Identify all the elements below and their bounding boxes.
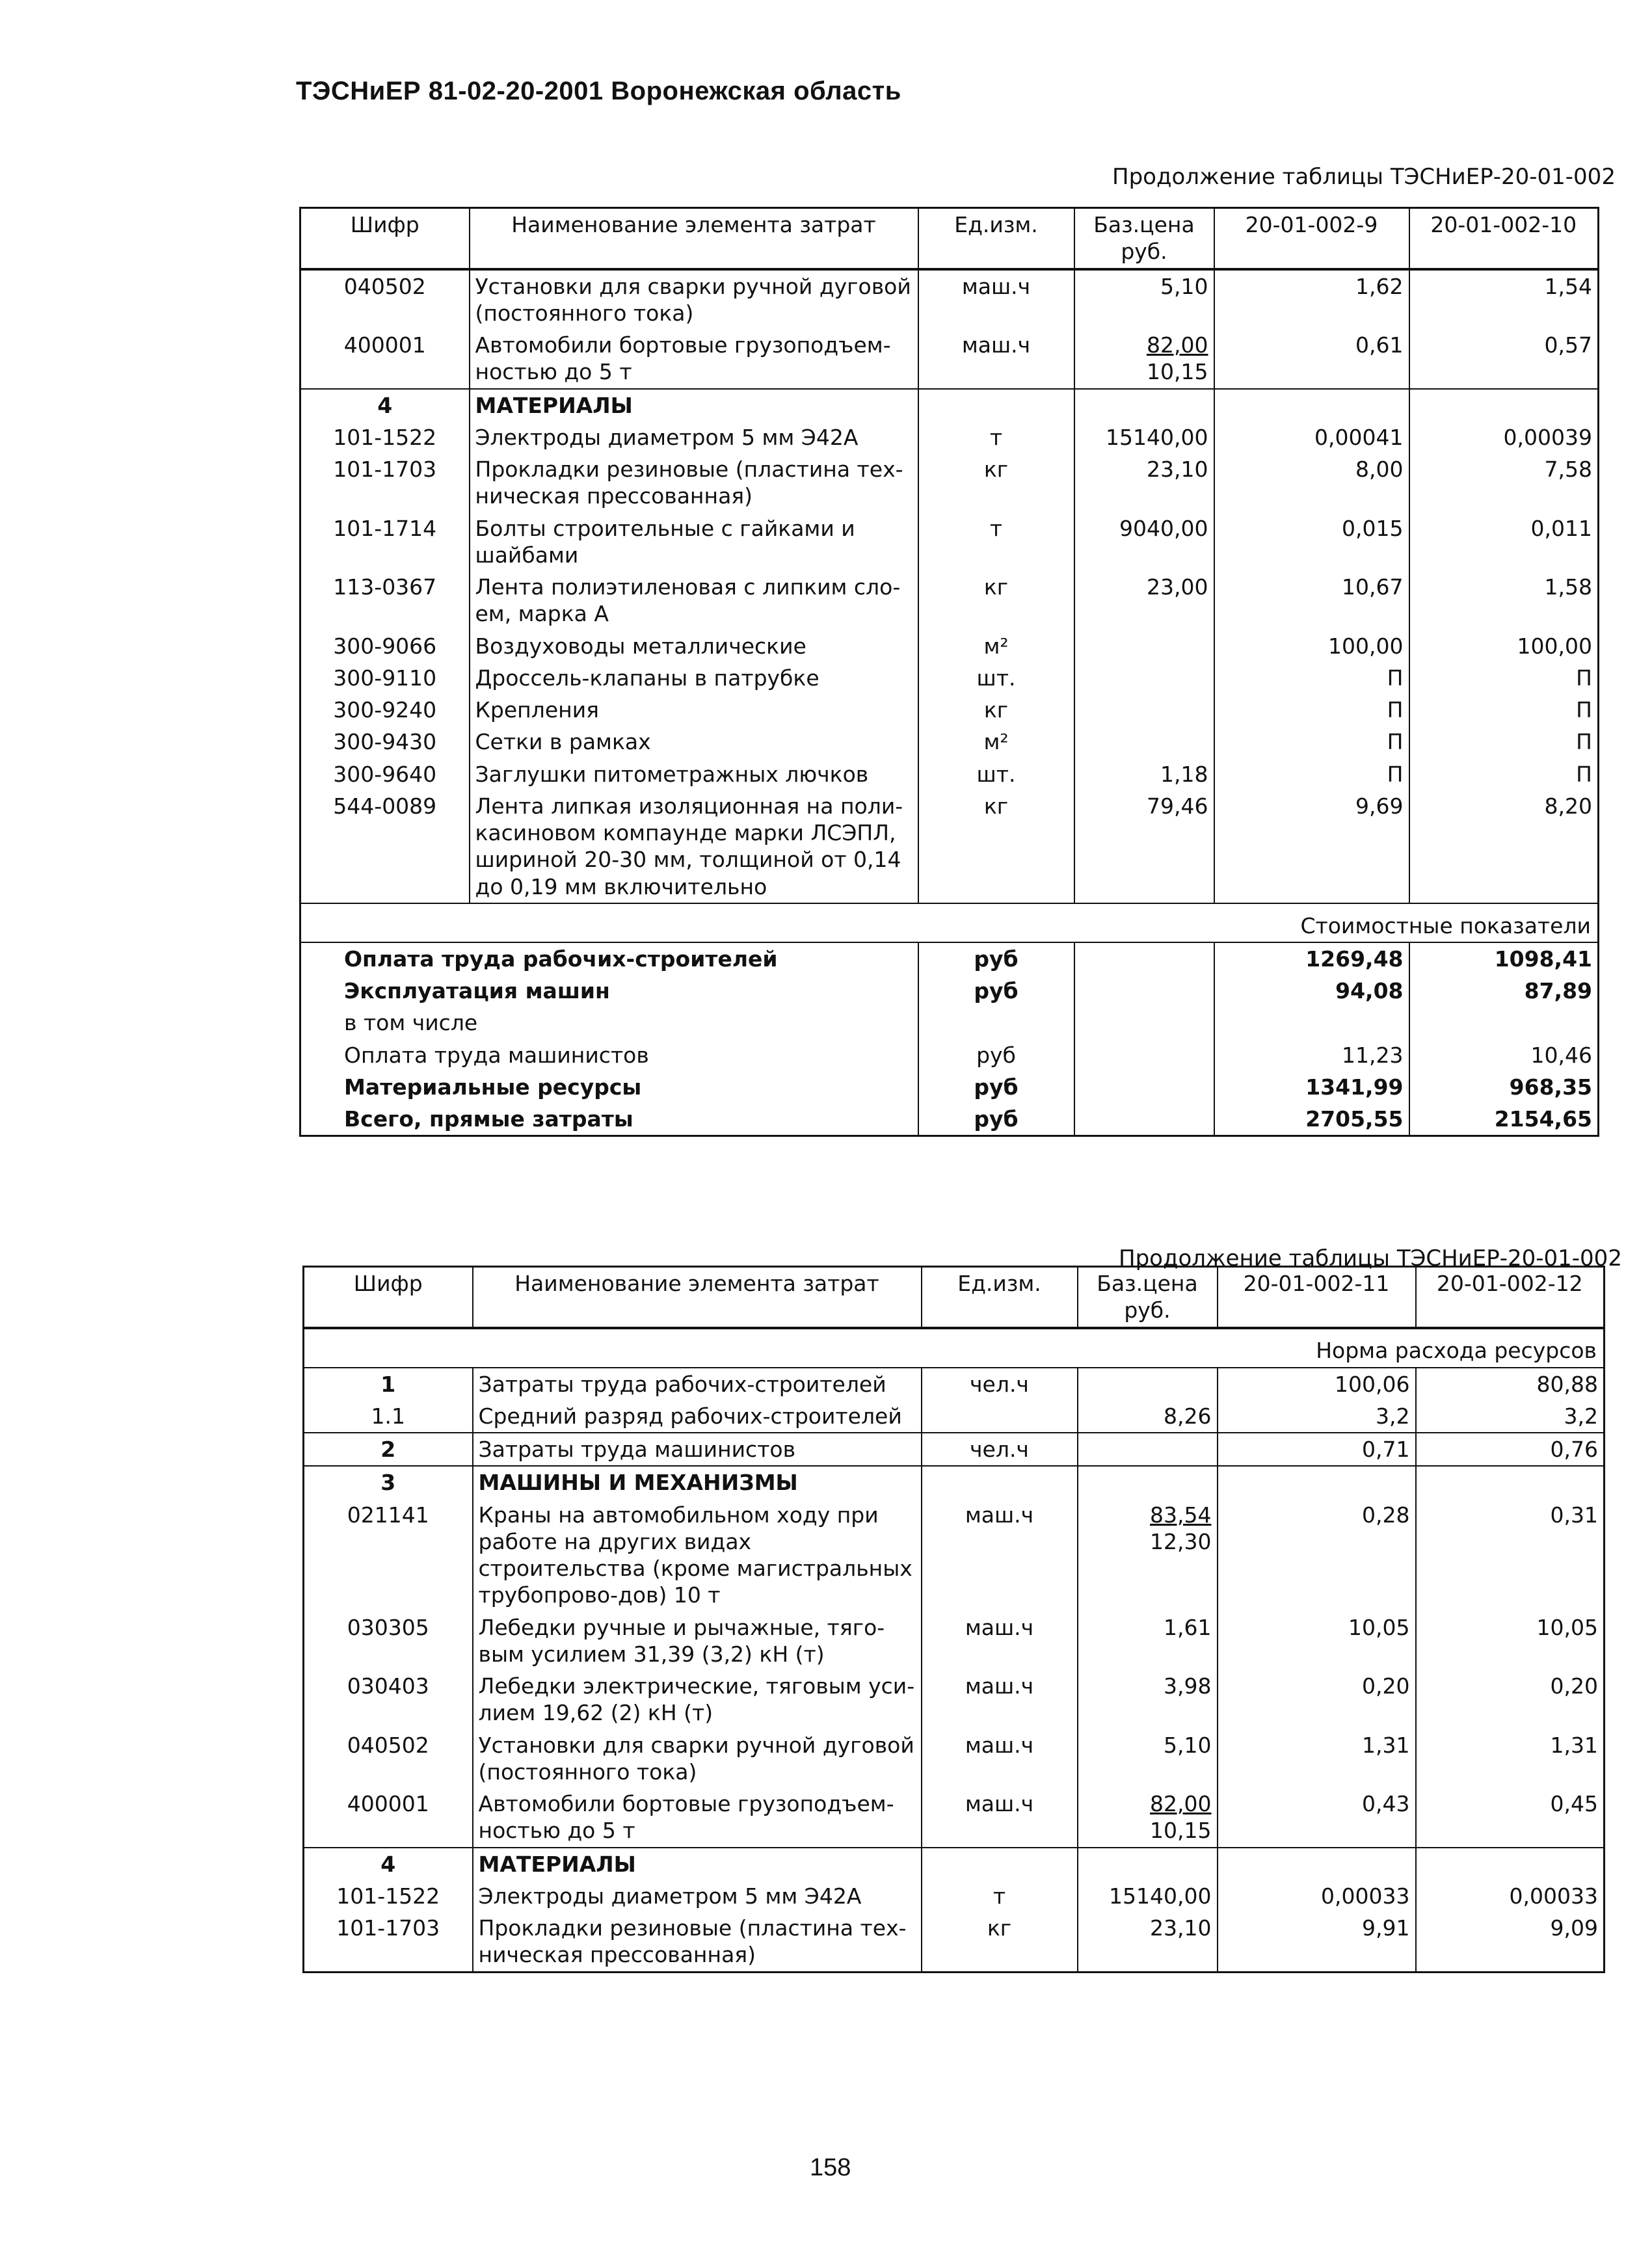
cell-unit: чел.ч: [922, 1433, 1078, 1466]
cell-value-1: 0,71: [1218, 1433, 1416, 1466]
cell-code: 101-1703: [333, 457, 437, 482]
cell-unit: [922, 1848, 1078, 1880]
table2-header-row: [304, 1267, 1605, 1328]
cell-unit: кг: [922, 1912, 1078, 1972]
cell-code: 030305: [347, 1614, 429, 1640]
summary-value-1: 94,08: [1214, 975, 1409, 1007]
cost-indicators-label: Стоимостные показатели: [300, 903, 1599, 942]
cell-name: Автомобили бортовые грузоподъем-ностью до 5 т: [470, 329, 918, 389]
cell-code: 1: [380, 1371, 396, 1397]
summary-value-1: [1214, 1007, 1409, 1039]
summary-row: [300, 1039, 1599, 1071]
cell-price: 79,46: [1074, 790, 1214, 903]
cell-value-1: 1,31: [1218, 1729, 1416, 1788]
cell-unit: кг: [918, 453, 1074, 512]
column-header-v1: 20-01-002-11: [1218, 1267, 1416, 1328]
summary-price: [1074, 975, 1214, 1007]
cell-unit: [922, 1400, 1078, 1433]
document-title: ТЭСНиЕР 81-02-20-2001 Воронежская область: [296, 77, 901, 105]
cell-value-1: 9,91: [1218, 1912, 1416, 1972]
cell-code: 400001: [347, 1791, 429, 1816]
summary-value-2: 1098,41: [1494, 946, 1592, 972]
cell-name: Установки для сварки ручной дуговой (постоянного тока): [473, 1729, 922, 1788]
cell-code: 021141: [347, 1502, 429, 1528]
cell-code: 544-0089: [333, 793, 437, 819]
cell-value-2: П: [1576, 697, 1592, 723]
price-bottom: 10,15: [1147, 359, 1208, 385]
cell-value-2: 0,20: [1550, 1673, 1598, 1699]
cell-value-1: П: [1214, 726, 1409, 758]
cell-code: 040502: [347, 1732, 429, 1758]
cell-code: 300-9066: [333, 633, 437, 659]
cell-value-1: П: [1214, 694, 1409, 726]
cell-name: Установки для сварки ручной дуговой (постоянного тока): [470, 269, 918, 330]
table1-caption: Продолжение таблицы ТЭСНиЕР-20-01-002: [1112, 164, 1616, 190]
summary-row: [300, 975, 1599, 1007]
column-header-price: Баз.цена руб.: [1074, 208, 1214, 269]
cell-value-2: П: [1576, 729, 1592, 755]
cell-price: [1074, 389, 1214, 421]
cell-value-1: 100,06: [1218, 1368, 1416, 1400]
summary-value-1: 2705,55: [1214, 1103, 1409, 1136]
cell-name: Прокладки резиновые (пластина тех-ническая прессованная): [470, 453, 918, 512]
cell-name: Автомобили бортовые грузоподъем-ностью до 5 т: [473, 1788, 922, 1848]
cell-price: 3,98: [1078, 1670, 1218, 1729]
summary-price: [1074, 942, 1214, 975]
cell-unit: маш.ч: [922, 1788, 1078, 1848]
cell-value-1: 0,00041: [1214, 421, 1409, 453]
column-header-name: Наименование элемента затрат: [473, 1267, 922, 1328]
table-row: [300, 662, 1599, 694]
cell-value-2: П: [1576, 761, 1592, 787]
summary-value-1: 11,23: [1214, 1039, 1409, 1071]
summary-label: Оплата труда машинистов: [300, 1039, 918, 1071]
summary-unit: руб: [918, 1039, 1074, 1071]
summary-value-1: 1269,48: [1214, 942, 1409, 975]
table-row: [304, 1612, 1605, 1671]
cell-value-1: П: [1214, 758, 1409, 790]
table-row: [300, 329, 1599, 389]
cell-price: [1074, 630, 1214, 662]
cell-unit: м²: [918, 630, 1074, 662]
cell-value-2: 0,45: [1550, 1791, 1598, 1816]
table-row: [304, 1788, 1605, 1848]
table-row: [304, 1670, 1605, 1729]
cell-name: Воздуховоды металлические: [470, 630, 918, 662]
summary-label: в том числе: [300, 1007, 918, 1039]
cell-name: Лебедки ручные и рычажные, тяго-вым усилием 31,39 (3,2) кН (т): [473, 1612, 922, 1671]
table-row: [300, 790, 1599, 903]
cell-price: 5,10: [1078, 1729, 1218, 1788]
cell-code: 4: [300, 389, 470, 421]
cell-value-1: 9,69: [1214, 790, 1409, 903]
cell-value-2: 1,58: [1544, 574, 1592, 600]
table-row: [300, 694, 1599, 726]
cell-price: [1078, 1433, 1218, 1466]
summary-value-2: [1409, 1007, 1599, 1039]
cell-price: 1,61: [1078, 1612, 1218, 1671]
table-row: [300, 726, 1599, 758]
cell-price: [1074, 662, 1214, 694]
table2-caption: Продолжение таблицы ТЭСНиЕР-20-01-002: [1119, 1245, 1622, 1271]
cell-name: Электроды диаметром 5 мм Э42А: [470, 421, 918, 453]
cell-name: Болты строительные с гайками и шайбами: [470, 512, 918, 572]
cell-unit: маш.ч: [918, 329, 1074, 389]
summary-unit: руб: [918, 975, 1074, 1007]
summary-row: [300, 1071, 1599, 1103]
cell-unit: [922, 1466, 1078, 1498]
cell-value-2: 0,57: [1544, 332, 1592, 358]
cell-value-2: 9,09: [1550, 1915, 1598, 1941]
cell-price: 8,26: [1078, 1400, 1218, 1433]
cell-code: 1.1: [371, 1403, 405, 1429]
cell-price: [1074, 329, 1214, 389]
section-row: [304, 1848, 1605, 1880]
column-header-name: Наименование элемента затрат: [470, 208, 918, 269]
summary-row: [300, 942, 1599, 975]
cell-value-2: П: [1576, 665, 1592, 691]
cell-code: 040502: [343, 273, 426, 299]
column-header-code: Шифр: [304, 1267, 473, 1328]
summary-price: [1074, 1071, 1214, 1103]
table-row: [300, 571, 1599, 630]
cell-value-2: 0,011: [1530, 515, 1592, 541]
cell-value-1: 100,00: [1214, 630, 1409, 662]
cell-name: Сетки в рамках: [470, 726, 918, 758]
cell-code: 101-1714: [333, 515, 437, 541]
cell-value-2: 80,88: [1536, 1371, 1598, 1397]
table-row: [300, 269, 1599, 330]
cell-value-1: 10,05: [1218, 1612, 1416, 1671]
summary-unit: руб: [918, 1103, 1074, 1136]
summary-label: Оплата труда рабочих-строителей: [300, 942, 918, 975]
cell-value-2: [1416, 1848, 1605, 1880]
price-top: 82,00: [1147, 332, 1208, 358]
cell-value-2: 0,31: [1550, 1502, 1598, 1528]
cell-unit: т: [918, 512, 1074, 572]
cell-value-2: 10,05: [1536, 1614, 1598, 1640]
cell-value-1: [1214, 389, 1409, 421]
cell-value-1: 0,00033: [1218, 1880, 1416, 1912]
cell-price: [1078, 1466, 1218, 1498]
cell-name: Дроссель-клапаны в патрубке: [470, 662, 918, 694]
cell-price: [1078, 1788, 1218, 1848]
cell-unit: маш.ч: [922, 1729, 1078, 1788]
cell-name: Заглушки питометражных лючков: [470, 758, 918, 790]
summary-unit: руб: [918, 1071, 1074, 1103]
table-row: [300, 453, 1599, 512]
table1-header-row: [300, 208, 1599, 269]
cell-name: Прокладки резиновые (пластина тех-ническая прессованная): [473, 1912, 922, 1972]
summary-row: [300, 1103, 1599, 1136]
cell-price: 15140,00: [1074, 421, 1214, 453]
cell-value-1: 3,2: [1218, 1400, 1416, 1433]
page-number: 158: [810, 2154, 851, 2181]
cell-value-2: 100,00: [1517, 633, 1592, 659]
summary-value-2: 10,46: [1530, 1042, 1592, 1068]
table-row: [304, 1499, 1605, 1612]
summary-value-2: 968,35: [1509, 1074, 1592, 1100]
cell-unit: шт.: [918, 758, 1074, 790]
table-row: [304, 1912, 1605, 1972]
cell-price: [1078, 1499, 1218, 1612]
cell-unit: т: [922, 1880, 1078, 1912]
cell-unit: маш.ч: [922, 1612, 1078, 1671]
cell-name: Лента полиэтиленовая с липким сло-ем, марка А: [470, 571, 918, 630]
cell-code: 3: [304, 1466, 473, 1498]
column-header-v2: 20-01-002-12: [1416, 1267, 1605, 1328]
rates-table-2: [302, 1266, 1605, 1973]
cell-name: Затраты труда рабочих-строителей: [473, 1368, 922, 1400]
table-row: [304, 1729, 1605, 1788]
cell-price: [1074, 694, 1214, 726]
cell-value-1: 10,67: [1214, 571, 1409, 630]
cell-unit: м²: [918, 726, 1074, 758]
cell-price: 9040,00: [1074, 512, 1214, 572]
cell-unit: маш.ч: [918, 269, 1074, 330]
cell-price: 15140,00: [1078, 1880, 1218, 1912]
cell-value-1: [1218, 1848, 1416, 1880]
cell-value-2: 1,54: [1544, 273, 1592, 299]
summary-row: [300, 1007, 1599, 1039]
cell-value-2: 3,2: [1564, 1403, 1598, 1429]
cell-price: [1078, 1368, 1218, 1400]
cell-unit: кг: [918, 694, 1074, 726]
cell-code: 300-9240: [333, 697, 437, 723]
cell-price: 1,18: [1074, 758, 1214, 790]
cell-unit: маш.ч: [922, 1670, 1078, 1729]
cell-value-2: 8,20: [1544, 793, 1592, 819]
cell-value-1: 0,61: [1214, 329, 1409, 389]
section-row: [300, 389, 1599, 421]
cell-unit: шт.: [918, 662, 1074, 694]
cell-unit: чел.ч: [922, 1368, 1078, 1400]
cell-price: 23,10: [1078, 1912, 1218, 1972]
cell-value-1: 0,28: [1218, 1499, 1416, 1612]
cell-code: 030403: [347, 1673, 429, 1699]
cell-value-2: 1,31: [1550, 1732, 1598, 1758]
cell-code: 101-1522: [336, 1883, 440, 1909]
summary-label: Материальные ресурсы: [300, 1071, 918, 1103]
summary-value-2: 2154,65: [1494, 1106, 1592, 1132]
cell-value-1: 1,62: [1214, 269, 1409, 330]
column-header-unit: Ед.изм.: [922, 1267, 1078, 1328]
section-title: МАТЕРИАЛЫ: [473, 1848, 922, 1880]
cost-indicators-band: [300, 903, 1599, 942]
column-header-code: Шифр: [300, 208, 470, 269]
cell-value-2: 0,00033: [1509, 1883, 1598, 1909]
summary-price: [1074, 1007, 1214, 1039]
summary-value-1: 1341,99: [1214, 1071, 1409, 1103]
cell-value-2: 0,00039: [1503, 424, 1592, 450]
cell-code: 400001: [343, 332, 426, 358]
cell-code: 300-9640: [333, 761, 437, 787]
cell-code: 101-1522: [333, 424, 437, 450]
price-top: 82,00: [1150, 1791, 1212, 1816]
table-row: [300, 758, 1599, 790]
cell-value-1: [1218, 1466, 1416, 1498]
cell-price: [1074, 726, 1214, 758]
cell-value-1: П: [1214, 662, 1409, 694]
cell-code: 101-1703: [336, 1915, 440, 1941]
cell-value-1: 0,015: [1214, 512, 1409, 572]
summary-unit: руб: [918, 942, 1074, 975]
summary-label: Всего, прямые затраты: [300, 1103, 918, 1136]
cell-unit: кг: [918, 790, 1074, 903]
column-header-v2: 20-01-002-10: [1409, 208, 1599, 269]
rates-table-1: [299, 207, 1599, 1137]
cell-code: 2: [304, 1433, 473, 1466]
resource-norm-label: Норма расхода ресурсов: [304, 1328, 1605, 1368]
cell-name: Электроды диаметром 5 мм Э42А: [473, 1880, 922, 1912]
summary-unit: [918, 1007, 1074, 1039]
cell-price: [1078, 1848, 1218, 1880]
cell-name: Крепления: [470, 694, 918, 726]
table-row: [304, 1433, 1605, 1466]
cell-price: 23,10: [1074, 453, 1214, 512]
cell-unit: маш.ч: [922, 1499, 1078, 1612]
cell-code: 300-9430: [333, 729, 437, 755]
cell-name: Лебедки электрические, тяговым уси-лием 19,62 (2) кН (т): [473, 1670, 922, 1729]
cell-value-2: [1409, 389, 1599, 421]
cell-unit: т: [918, 421, 1074, 453]
section-title: МАТЕРИАЛЫ: [470, 389, 918, 421]
cell-price: 23,00: [1074, 571, 1214, 630]
summary-price: [1074, 1103, 1214, 1136]
section-row: [304, 1466, 1605, 1498]
cell-name: Средний разряд рабочих-строителей: [473, 1400, 922, 1433]
table-row: [304, 1880, 1605, 1912]
cell-unit: [918, 389, 1074, 421]
column-header-unit: Ед.изм.: [918, 208, 1074, 269]
cell-value-2: 7,58: [1544, 457, 1592, 482]
resource-norm-band: [304, 1328, 1605, 1368]
table-row: [304, 1368, 1605, 1400]
cell-name: Лента липкая изоляционная на поли-касиновом компаунде марки ЛСЭПЛ, шириной 20-30 мм, толщиной от 0,14 до 0,19 мм включительно: [470, 790, 918, 903]
table-row: [300, 630, 1599, 662]
cell-code: 113-0367: [333, 574, 437, 600]
price-top: 83,54: [1150, 1502, 1212, 1528]
cell-code: 4: [304, 1848, 473, 1880]
column-header-price: Баз.цена руб.: [1078, 1267, 1218, 1328]
table-row: [300, 512, 1599, 572]
cell-name: Краны на автомобильном ходу при работе на других видах строительства (кроме магистральных трубопрово-дов) 10 т: [473, 1499, 922, 1612]
price-bottom: 12,30: [1150, 1528, 1212, 1554]
cell-value-2: 0,76: [1416, 1433, 1605, 1466]
column-header-v1: 20-01-002-9: [1214, 208, 1409, 269]
cell-unit: кг: [918, 571, 1074, 630]
cell-code: 300-9110: [333, 665, 437, 691]
cell-value-1: 0,20: [1218, 1670, 1416, 1729]
cell-price: 5,10: [1074, 269, 1214, 330]
table-row: [300, 421, 1599, 453]
cell-value-2: [1416, 1466, 1605, 1498]
cell-name: Затраты труда машинистов: [473, 1433, 922, 1466]
summary-value-2: 87,89: [1524, 978, 1592, 1003]
section-title: МАШИНЫ И МЕХАНИЗМЫ: [473, 1466, 922, 1498]
table-row: [304, 1400, 1605, 1433]
cell-value-1: 0,43: [1218, 1788, 1416, 1848]
summary-label: Эксплуатация машин: [300, 975, 918, 1007]
price-bottom: 10,15: [1150, 1818, 1212, 1844]
cell-value-1: 8,00: [1214, 453, 1409, 512]
summary-price: [1074, 1039, 1214, 1071]
